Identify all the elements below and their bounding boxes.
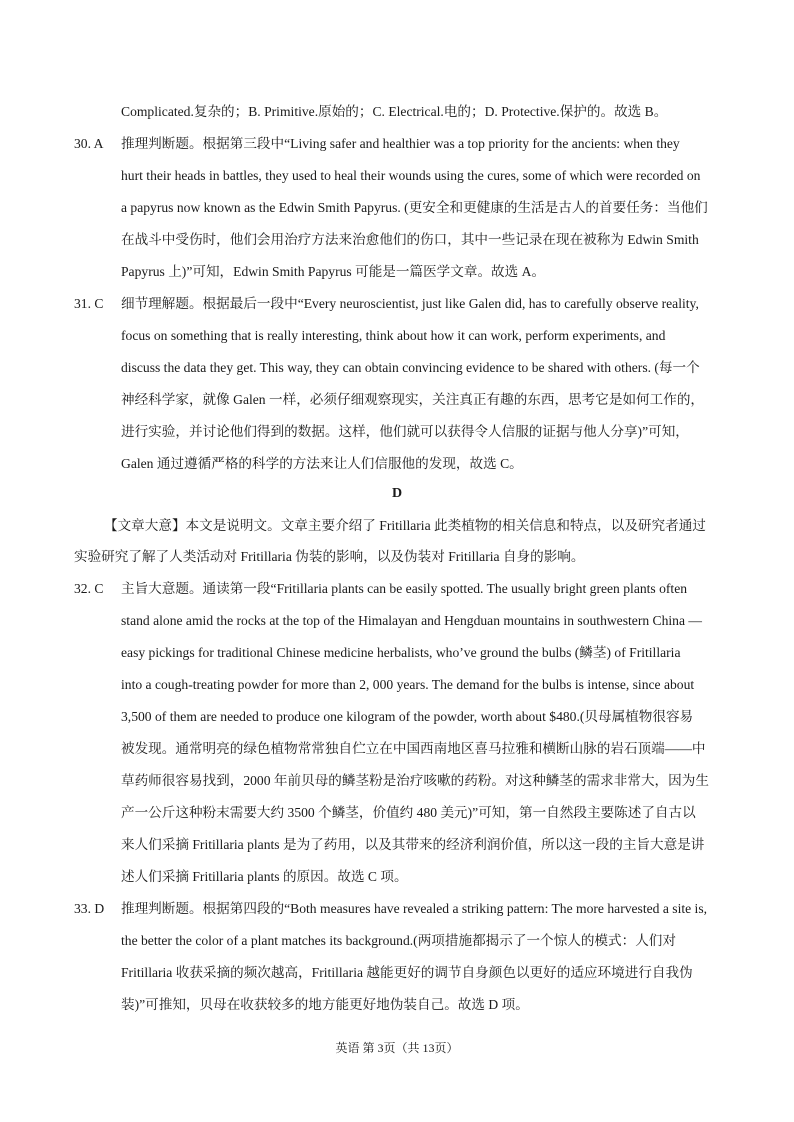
text-line: Fritillaria 收获采摘的频次越高，Fritillaria 越能更好的调节自身颜色以更好的适应环境进行自我伪 <box>121 965 693 980</box>
text-line: 装)”可推知，贝母在收获较多的地方能更好地伪装自己。故选 D 项。 <box>121 997 529 1012</box>
text-line: 主旨大意题。通读第一段“Fritillaria plants can be easily spotted. The usually bright green plants often <box>121 581 688 596</box>
question-number: 30. A <box>74 136 104 151</box>
text-line: the better the color of a plant matches its background.(两项措施都揭示了一个惊人的模式：人们对 <box>121 933 676 948</box>
text-line: focus on something that is really interesting, think about how it can work, perform experiments, and <box>121 328 666 343</box>
page-footer: 英语 第 3页（共 13页） <box>335 1041 459 1055</box>
question-number: 31. C <box>74 296 104 311</box>
text-line: 细节理解题。根据最后一段中“Every neuroscientist, just like Galen did, has to carefully observe reality, <box>121 296 699 311</box>
text-line: 述人们采摘 Fritillaria plants 的原因。故选 C 项。 <box>121 869 408 884</box>
text-line: a papyrus now known as the Edwin Smith Papyrus. (更安全和更健康的生活是古人的首要任务：当他们 <box>121 200 708 215</box>
text-line: Galen 通过遵循严格的科学的方法来让人们信服他的发现，故选 C。 <box>121 456 523 471</box>
text-line: easy pickings for traditional Chinese medicine herbalists, who’ve ground the bulbs (鳞茎) of Fritillaria <box>121 645 681 660</box>
text-line: Complicated.复杂的；B. Primitive.原始的；C. Electrical.电的；D. Protective.保护的。故选 B。 <box>121 104 668 119</box>
question-number: 33. D <box>74 901 105 916</box>
text-line: 推理判断题。根据第三段中“Living safer and healthier was a top priority for the ancients: when they <box>121 136 680 151</box>
text-line: discuss the data they get. This way, they can obtain convincing evidence to be shared with others. (每一个 <box>121 360 700 375</box>
text-line: 进行实验，并讨论他们得到的数据。这样，他们就可以获得令人信服的证据与他人分享)”可知， <box>121 424 689 439</box>
text-line: 来人们采摘 Fritillaria plants 是为了药用，以及其带来的经济利润价值，所以这一段的主旨大意是讲 <box>121 837 705 852</box>
text-line: 【文章大意】本文是说明文。文章主要介绍了 Fritillaria 此类植物的相关信息和特点，以及研究者通过 <box>104 518 706 533</box>
text-line: 草药师很容易找到，2000 年前贝母的鳞茎粉是治疗咳嗽的药粉。对这种鳞茎的需求非常大，因为生 <box>121 773 709 788</box>
text-line: 神经科学家，就像 Galen 一样，必须仔细观察现实，关注真正有趣的东西，思考它是如何工作的， <box>121 392 705 407</box>
text-line: Papyrus 上)”可知，Edwin Smith Papyrus 可能是一篇医学文章。故选 A。 <box>121 264 546 279</box>
text-line: into a cough-treating powder for more than 2, 000 years. The demand for the bulbs is intense, since about <box>121 677 695 692</box>
text-line: stand alone amid the rocks at the top of the Himalayan and Hengduan mountains in southwestern China — <box>121 613 703 628</box>
section-heading-d: D <box>391 486 403 501</box>
text-line: 产一公斤这种粉末需要大约 3500 个鳞茎，价值约 480 美元)”可知，第一自然段主要陈述了自古以 <box>121 805 696 820</box>
text-line: 3,500 of them are needed to produce one kilogram of the powder, worth about $480.(贝母属植物很容易 <box>121 709 694 724</box>
text-line: 推理判断题。根据第四段的“Both measures have revealed a striking pattern: The more harvested a site is, <box>121 901 708 916</box>
text-line: hurt their heads in battles, they used to heal their wounds using the cures, some of which were recorded on <box>121 168 701 183</box>
question-number: 32. C <box>74 581 104 596</box>
text-line: 在战斗中受伤时，他们会用治疗方法来治愈他们的伤口，其中一些记录在现在被称为 Edwin Smith <box>121 232 699 247</box>
text-line: 实验研究了解了人类活动对 Fritillaria 伪装的影响，以及伪装对 Fritillaria 自身的影响。 <box>74 549 585 564</box>
text-line: 被发现。通常明亮的绿色植物常常独自伫立在中国西南地区喜马拉雅和横断山脉的岩石顶端——中 <box>121 741 706 756</box>
